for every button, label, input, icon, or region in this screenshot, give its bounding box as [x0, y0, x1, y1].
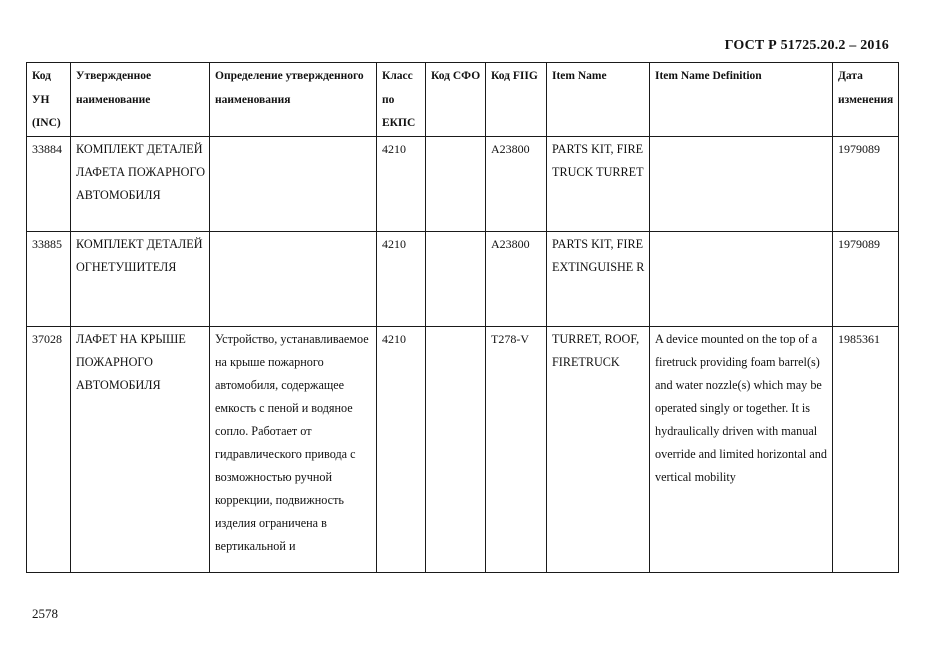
cell-inc: 33885 [27, 231, 71, 326]
cell-change-date: 1979089 [833, 136, 899, 231]
column-header-ekps-class: Класс по ЕКПС [377, 63, 426, 137]
cell-item-name: TURRET, ROOF, FIRETRUCK [547, 326, 650, 572]
cell-change-date: 1985361 [833, 326, 899, 572]
cell-ekps-class: 4210 [377, 136, 426, 231]
cell-item-name-definition: A device mounted on the top of a firetruck providing foam barrel(s) and water nozzle(s) which may be operated singly or together. It is hydraulically driven with manual override and limited horizontal and vertical mobility [650, 326, 833, 572]
cell-approved-name: ЛАФЕТ НА КРЫШЕ ПОЖАРНОГО АВТОМОБИЛЯ [71, 326, 210, 572]
table-row [27, 231, 899, 326]
cell-item-name: PARTS KIT, FIRE TRUCK TURRET [547, 136, 650, 231]
table-row [27, 136, 899, 231]
cell-fiig-code: A23800 [486, 231, 547, 326]
cell-sfo-code [426, 231, 486, 326]
document-standard-title: ГОСТ Р 51725.20.2 – 2016 [724, 38, 889, 53]
cell-ekps-class: 4210 [377, 326, 426, 572]
cell-item-name-definition [650, 136, 833, 231]
cell-change-date: 1979089 [833, 231, 899, 326]
cell-definition [210, 136, 377, 231]
cell-approved-name: КОМПЛЕКТ ДЕТАЛЕЙ ЛАФЕТА ПОЖАРНОГО АВТОМОБИЛЯ [71, 136, 210, 231]
table-header-row [27, 63, 899, 137]
column-header-fiig-code: Код FIIG [486, 63, 547, 137]
table-row [27, 326, 899, 572]
column-header-item-name: Item Name [547, 63, 650, 137]
catalog-table [26, 62, 899, 573]
cell-inc: 37028 [27, 326, 71, 572]
cell-item-name-definition [650, 231, 833, 326]
cell-fiig-code: A23800 [486, 136, 547, 231]
cell-inc: 33884 [27, 136, 71, 231]
column-header-definition: Определение утвержденного наименования [210, 63, 377, 137]
cell-definition: Устройство, устанавливаемое на крыше пожарного автомобиля, содержащее емкость с пеной и водяное сопло. Работает от гидравлического привода с возможностью ручной коррекции, подвижность изделия ограничена в вертикальной и [210, 326, 377, 572]
cell-ekps-class: 4210 [377, 231, 426, 326]
cell-definition [210, 231, 377, 326]
column-header-change-date: Дата изменения [833, 63, 899, 137]
column-header-inc: Код УН (INC) [27, 63, 71, 137]
page-number: 2578 [32, 606, 58, 621]
cell-item-name: PARTS KIT, FIRE EXTINGUISHE R [547, 231, 650, 326]
cell-sfo-code [426, 326, 486, 572]
column-header-item-name-definition: Item Name Definition [650, 63, 833, 137]
column-header-sfo-code: Код СФО [426, 63, 486, 137]
column-header-approved-name: Утвержденное наименование [71, 63, 210, 137]
cell-sfo-code [426, 136, 486, 231]
cell-approved-name: КОМПЛЕКТ ДЕТАЛЕЙ ОГНЕТУШИТЕЛЯ [71, 231, 210, 326]
cell-fiig-code: T278-V [486, 326, 547, 572]
